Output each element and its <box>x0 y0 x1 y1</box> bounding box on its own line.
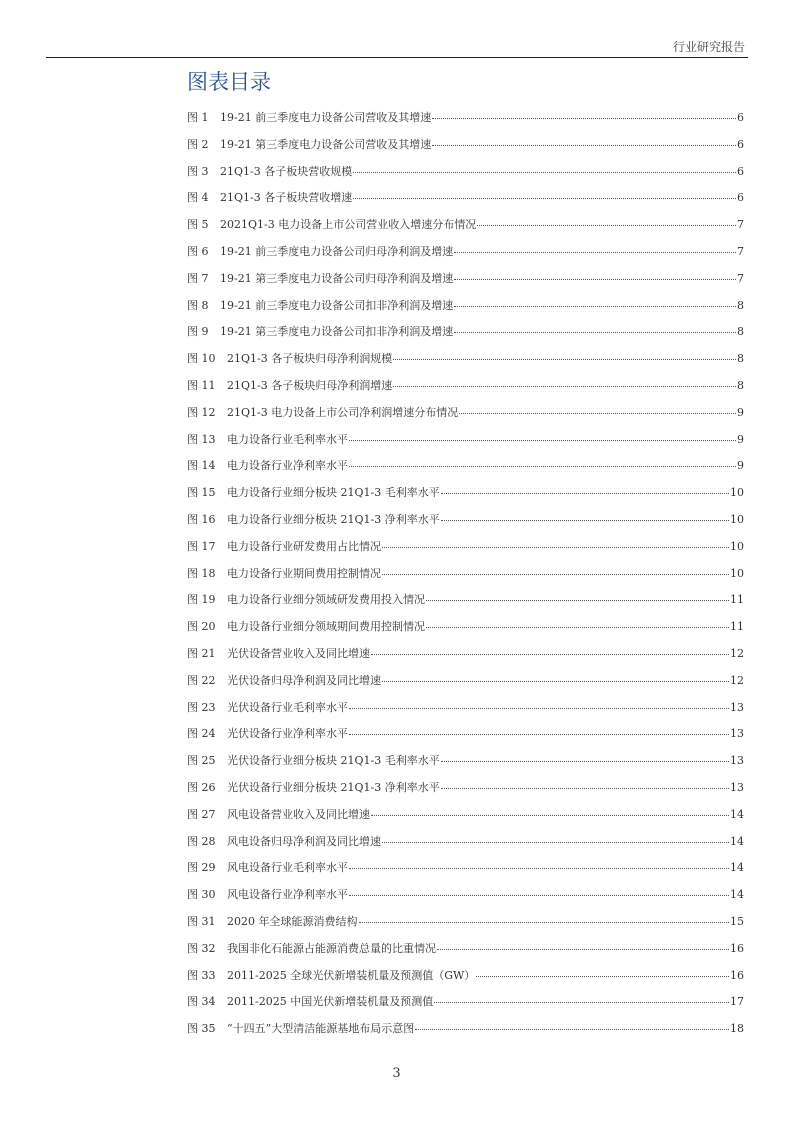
toc-entry-title: 风电设备营业收入及同比增速 <box>227 807 370 821</box>
toc-entry-title: 2011-2025 中国光伏新增装机量及预测值 <box>227 995 434 1009</box>
toc-entry-label: 图 33 <box>187 968 216 982</box>
toc-entry[interactable] <box>187 427 744 454</box>
dot-leader <box>382 573 729 575</box>
figure-list <box>187 105 744 1043</box>
toc-entry[interactable] <box>187 132 744 159</box>
toc-entry-title: 2020 年全球能源消费结构 <box>227 914 358 928</box>
toc-entry-page: 11 <box>730 593 744 607</box>
toc-entry-page: 6 <box>737 191 744 205</box>
dot-leader <box>353 197 736 199</box>
toc-entry-label: 图 31 <box>187 914 216 928</box>
toc-entry[interactable] <box>187 695 744 722</box>
toc-entry[interactable] <box>187 373 744 400</box>
toc-entry[interactable] <box>187 105 744 132</box>
toc-entry-title: 19-21 第三季度电力设备公司扣非净利润及增速 <box>220 325 454 339</box>
toc-entry[interactable] <box>187 748 744 775</box>
toc-entry-label: 图 8 <box>187 298 209 312</box>
toc-entry-page: 13 <box>730 700 744 714</box>
toc-entry-title: 光伏设备行业细分板块 21Q1-3 毛利率水平 <box>227 754 440 768</box>
toc-entry[interactable] <box>187 802 744 829</box>
toc-entry-label: 图 18 <box>187 566 216 580</box>
toc-entry[interactable] <box>187 293 744 320</box>
toc-entry-page: 10 <box>730 539 744 553</box>
toc-entry-label: 图 9 <box>187 325 209 339</box>
toc-entry-title: 21Q1-3 各子板块归母净利润规模 <box>227 352 393 366</box>
toc-entry-label: 图 25 <box>187 754 216 768</box>
toc-entry[interactable] <box>187 909 744 936</box>
dot-leader <box>349 733 729 735</box>
dot-leader <box>349 465 736 467</box>
toc-entry[interactable] <box>187 507 744 534</box>
toc-entry-title: 风电设备行业毛利率水平 <box>227 861 348 875</box>
dot-leader <box>382 546 729 548</box>
toc-entry[interactable] <box>187 614 744 641</box>
dot-leader <box>382 680 729 682</box>
toc-entry-page: 14 <box>730 807 744 821</box>
toc-entry-title: 21Q1-3 各子板块营收增速 <box>220 191 353 205</box>
toc-entry-label: 图 29 <box>187 861 216 875</box>
toc-entry-title: 光伏设备行业细分板块 21Q1-3 净利率水平 <box>227 780 440 794</box>
toc-entry[interactable] <box>187 963 744 990</box>
toc-entry-page: 16 <box>730 968 744 982</box>
toc-entry[interactable] <box>187 668 744 695</box>
toc-entry-title: 19-21 前三季度电力设备公司扣非净利润及增速 <box>220 298 454 312</box>
toc-entry-label: 图 16 <box>187 512 216 526</box>
toc-entry-title: 光伏设备归母净利润及同比增速 <box>227 673 381 687</box>
toc-entry-label: 图 5 <box>187 218 209 232</box>
toc-entry-title: 19-21 前三季度电力设备公司营收及其增速 <box>220 111 432 124</box>
toc-entry[interactable] <box>187 453 744 480</box>
toc-entry[interactable] <box>187 185 744 212</box>
toc-entry-title: 电力设备行业细分领域期间费用控制情况 <box>227 620 425 634</box>
toc-entry-page: 10 <box>730 486 744 500</box>
dot-leader <box>432 144 736 146</box>
toc-entry-page: 8 <box>737 298 744 312</box>
toc-entry-title: 电力设备行业细分板块 21Q1-3 净利率水平 <box>227 512 440 526</box>
toc-entry-title: “十四五”大型清洁能源基地布局示意图 <box>227 1022 415 1036</box>
dot-leader <box>371 653 729 655</box>
toc-entry-title: 电力设备行业细分板块 21Q1-3 毛利率水平 <box>227 486 440 500</box>
toc-entry-label: 图 12 <box>187 405 216 419</box>
dot-leader <box>353 171 736 173</box>
toc-entry-label: 图 17 <box>187 539 216 553</box>
toc-entry[interactable] <box>187 239 744 266</box>
toc-entry[interactable] <box>187 346 744 373</box>
toc-entry-label: 图 13 <box>187 432 216 446</box>
toc-entry[interactable] <box>187 989 744 1016</box>
dot-leader <box>476 975 729 977</box>
dot-leader <box>426 626 729 628</box>
dot-leader <box>441 760 729 762</box>
toc-entry-page: 8 <box>737 325 744 339</box>
toc-entry-label: 图 30 <box>187 888 216 902</box>
toc-entry-page: 17 <box>730 995 744 1009</box>
toc-entry-label: 图 11 <box>187 378 216 392</box>
toc-entry[interactable] <box>187 721 744 748</box>
toc-entry-label: 图 20 <box>187 620 216 634</box>
toc-entry-page: 8 <box>737 352 744 366</box>
toc-entry[interactable] <box>187 534 744 561</box>
header-divider <box>46 57 748 58</box>
toc-entry-page: 13 <box>730 727 744 741</box>
toc-entry[interactable] <box>187 936 744 963</box>
toc-entry-title: 电力设备行业细分领域研发费用投入情况 <box>227 593 425 607</box>
toc-entry[interactable] <box>187 882 744 909</box>
toc-entry-page: 9 <box>737 459 744 473</box>
toc-entry-label: 图 24 <box>187 727 216 741</box>
toc-entry[interactable] <box>187 400 744 427</box>
toc-entry-page: 13 <box>730 780 744 794</box>
toc-entry-label: 图 19 <box>187 593 216 607</box>
toc-title: 图表目录 <box>187 70 271 94</box>
toc-entry-page: 11 <box>730 620 744 634</box>
dot-leader <box>432 117 736 119</box>
toc-entry[interactable] <box>187 641 744 668</box>
toc-entry-title: 电力设备行业净利率水平 <box>227 459 348 473</box>
dot-leader <box>349 439 736 441</box>
toc-entry-title: 我国非化石能源占能源消费总量的比重情况 <box>227 941 436 955</box>
toc-entry-page: 18 <box>730 1022 744 1036</box>
toc-entry-label: 图 28 <box>187 834 216 848</box>
toc-entry-page: 7 <box>737 244 744 258</box>
toc-entry-label: 图 21 <box>187 646 216 660</box>
toc-entry-page: 8 <box>737 378 744 392</box>
toc-entry-label: 图 6 <box>187 244 209 258</box>
toc-entry-title: 光伏设备营业收入及同比增速 <box>227 646 370 660</box>
dot-leader <box>454 278 736 280</box>
toc-entry-title: 21Q1-3 各子板块归母净利润增速 <box>227 378 393 392</box>
toc-entry[interactable] <box>187 561 744 588</box>
header-title: 行业研究报告 <box>672 40 745 54</box>
toc-entry[interactable] <box>187 587 744 614</box>
toc-entry-title: 风电设备行业净利率水平 <box>227 888 348 902</box>
toc-entry[interactable] <box>187 319 744 346</box>
dot-leader <box>441 787 729 789</box>
toc-entry-label: 图 27 <box>187 807 216 821</box>
toc-entry-title: 2021Q1-3 电力设备上市公司营业收入增速分布情况 <box>220 218 477 232</box>
toc-entry-label: 图 32 <box>187 941 216 955</box>
toc-entry[interactable] <box>187 1016 744 1043</box>
dot-leader <box>437 948 729 950</box>
toc-entry[interactable] <box>187 829 744 856</box>
toc-entry-title: 光伏设备行业净利率水平 <box>227 727 348 741</box>
toc-entry-page: 10 <box>730 512 744 526</box>
dot-leader <box>477 224 736 226</box>
dot-leader <box>359 921 730 923</box>
toc-entry-page: 7 <box>737 218 744 232</box>
dot-leader <box>371 814 729 816</box>
dot-leader <box>393 385 736 387</box>
toc-entry-label: 图 15 <box>187 486 216 500</box>
toc-entry-page: 12 <box>730 646 744 660</box>
toc-entry-page: 6 <box>737 164 744 178</box>
dot-leader <box>454 331 736 333</box>
toc-entry-title: 电力设备行业毛利率水平 <box>227 432 348 446</box>
toc-entry-title: 电力设备行业期间费用控制情况 <box>227 566 381 580</box>
dot-leader <box>441 519 729 521</box>
toc-entry-page: 7 <box>737 271 744 285</box>
toc-entry-label: 图 26 <box>187 780 216 794</box>
dot-leader <box>349 894 729 896</box>
toc-entry-page: 9 <box>737 432 744 446</box>
dot-leader <box>434 1001 729 1003</box>
toc-entry-page: 14 <box>730 861 744 875</box>
toc-entry-title: 19-21 第三季度电力设备公司营收及其增速 <box>220 137 432 151</box>
toc-entry-label: 图 3 <box>187 164 209 178</box>
toc-entry-title: 21Q1-3 各子板块营收规模 <box>220 164 353 178</box>
toc-entry-title: 19-21 前三季度电力设备公司归母净利润及增速 <box>220 244 454 258</box>
toc-entry-page: 6 <box>737 137 744 151</box>
toc-entry-label: 图 35 <box>187 1022 216 1036</box>
toc-entry-label: 图 23 <box>187 700 216 714</box>
toc-entry-page: 16 <box>730 941 744 955</box>
toc-entry-page: 9 <box>737 405 744 419</box>
toc-entry[interactable] <box>187 266 744 293</box>
toc-entry-page: 15 <box>730 914 744 928</box>
dot-leader <box>393 358 736 360</box>
dot-leader <box>454 305 736 307</box>
toc-entry-label: 图 34 <box>187 995 216 1009</box>
toc-entry-label: 图 14 <box>187 459 216 473</box>
toc-entry-page: 14 <box>730 834 744 848</box>
dot-leader <box>454 251 736 253</box>
toc-entry[interactable] <box>187 855 744 882</box>
toc-entry-page: 14 <box>730 888 744 902</box>
toc-entry-title: 2011-2025 全球光伏新增装机量及预测值（GW） <box>227 968 476 982</box>
toc-entry-label: 图 1 <box>187 111 209 124</box>
toc-entry-label: 图 2 <box>187 137 209 151</box>
dot-leader <box>382 841 729 843</box>
toc-entry[interactable] <box>187 775 744 802</box>
toc-entry-page: 12 <box>730 673 744 687</box>
toc-entry-label: 图 7 <box>187 271 209 285</box>
dot-leader <box>426 599 729 601</box>
toc-entry-title: 电力设备行业研发费用占比情况 <box>227 539 381 553</box>
toc-entry-title: 风电设备归母净利润及同比增速 <box>227 834 381 848</box>
dot-leader <box>459 412 736 414</box>
toc-entry-page: 13 <box>730 754 744 768</box>
toc-entry[interactable] <box>187 212 744 239</box>
page-number: 3 <box>392 1066 401 1081</box>
toc-entry-label: 图 10 <box>187 352 216 366</box>
dot-leader <box>349 867 729 869</box>
dot-leader <box>349 707 729 709</box>
toc-entry-page: 10 <box>730 566 744 580</box>
toc-entry-label: 图 4 <box>187 191 209 205</box>
dot-leader <box>441 492 729 494</box>
toc-entry-title: 21Q1-3 电力设备上市公司净利润增速分布情况 <box>227 405 459 419</box>
toc-entry-page: 6 <box>737 111 744 124</box>
toc-entry[interactable] <box>187 159 744 186</box>
toc-entry[interactable] <box>187 480 744 507</box>
toc-entry-label: 图 22 <box>187 673 216 687</box>
toc-entry-title: 光伏设备行业毛利率水平 <box>227 700 348 714</box>
toc-entry-title: 19-21 第三季度电力设备公司归母净利润及增速 <box>220 271 454 285</box>
dot-leader <box>415 1028 729 1030</box>
